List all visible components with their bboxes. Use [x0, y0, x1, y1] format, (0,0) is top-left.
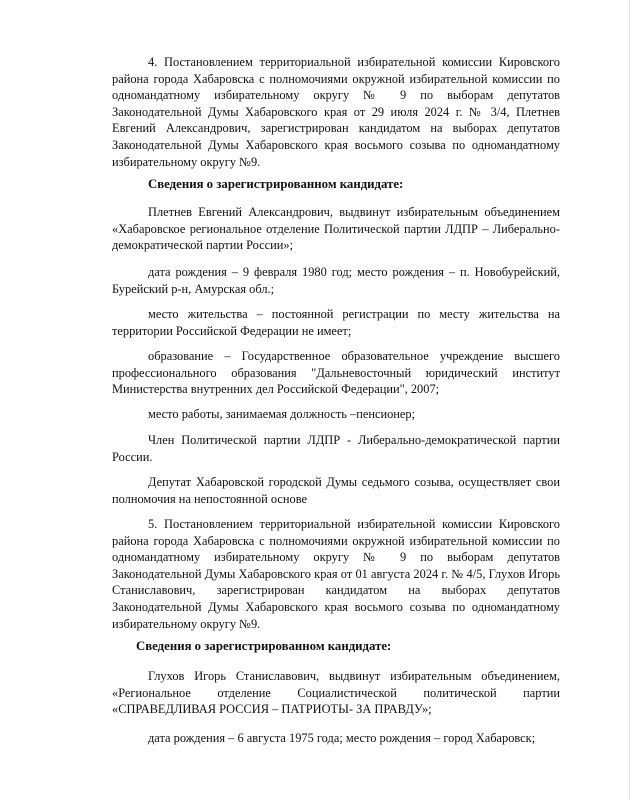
- candidate-2-nomination-text: Глухов Игорь Станиславович, выдвинут избирательным объединением, «Региональное отделение Социалистической политической партии «СПРАВЕДЛИВАЯ РОССИЯ – ПАТРИОТЫ- ЗА ПРАВДУ»;: [112, 669, 560, 717]
- item-5-text: 5. Постановлением территориальной избирательной комиссии Кировского района города Хабаровска с полномочиями окружной избирательной комиссии по одномандатному избирательному округу № 9 по выборам депутатов Законодательной Думы Хабаровского края от 01 августа 2024 г. № 4/5, Глухов Игорь Станиславович, зарегистрирован кандидатом на выборах депутатов Законодательной Думы Хабаровского края восьмого созыва по одномандатному избирательному округу №9.: [112, 517, 560, 631]
- candidate-1-work-text: место работы, занимаемая должность –пенсионер;: [148, 407, 416, 421]
- heading-1-text: Сведения о зарегистрированном кандидате:: [148, 177, 404, 191]
- paragraph-item-4: [112, 54, 560, 170]
- candidate-1-work: [112, 406, 560, 423]
- candidate-1-residence-text: место жительства – постоянной регистрации по месту жительства на территории Российской Федерации не имеет;: [112, 307, 560, 338]
- candidate-1-birth-text: дата рождения – 9 февраля 1980 год; место рождения – п. Новобурейский, Бурейский р-н, Амурская обл.;: [112, 265, 560, 296]
- candidate-1-party-text: Член Политической партии ЛДПР - Либерально-демократической партии России.: [112, 433, 560, 464]
- candidate-2-birth-text: дата рождения – 6 августа 1975 года; место рождения – город Хабаровск;: [148, 731, 536, 745]
- candidate-1-deputy-text: Депутат Хабаровской городской Думы седьмого созыва, осуществляет свои полномочия на непостоянной основе: [112, 475, 560, 506]
- heading-2-text: Сведения о зарегистрированном кандидате:: [136, 639, 392, 653]
- candidate-1-nomination: [112, 204, 560, 254]
- candidate-1-nomination-text: Плетнев Евгений Александрович, выдвинут избирательным объединением «Хабаровское региональное отделение Политической партии ЛДПР – Либерально-демократической партии России»;: [112, 205, 560, 253]
- candidate-2-birth: [112, 730, 560, 747]
- paragraph-item-5: [112, 516, 560, 632]
- item-4-text: 4. Постановлением территориальной избирательной комиссии Кировского района города Хабаровска с полномочиями окружной избирательной комиссии по одномандатному избирательному округу № 9 по выборам депутатов Законодательной Думы Хабаровского края от 29 июля 2024 г. № 3/4, Плетнев Евгений Александрович, зарегистрирован кандидатом на выборах депутатов Законодательной Думы Хабаровского края восьмого созыва по одномандатному избирательному округу №9.: [112, 55, 560, 169]
- candidate-2-nomination: [112, 668, 560, 718]
- candidate-1-deputy: [112, 474, 560, 507]
- candidate-1-residence: [112, 306, 560, 339]
- candidate-1-birth: [112, 264, 560, 297]
- heading-candidate-info-1: [148, 176, 568, 193]
- candidate-1-education: [112, 348, 560, 398]
- heading-candidate-info-2: [136, 638, 566, 655]
- candidate-1-education-text: образование – Государственное образовательное учреждение высшего профессионального образования "Дальневосточный юридический институт Министерства внутренних дел Российской Федерации", 2007;: [112, 349, 560, 397]
- candidate-1-party: [112, 432, 560, 465]
